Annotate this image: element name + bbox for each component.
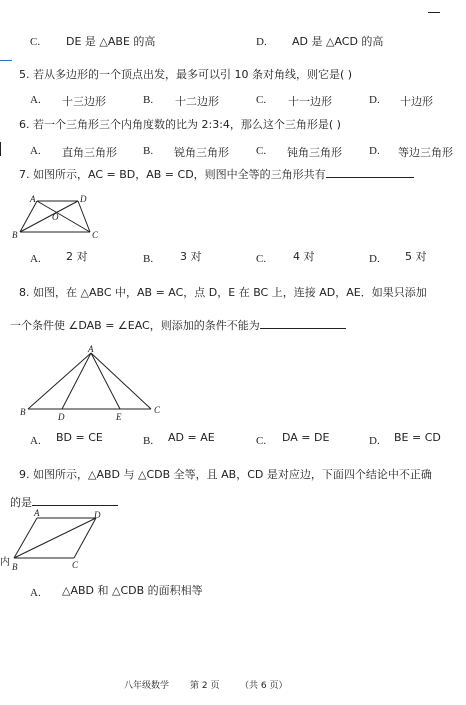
q8-label-e: E [116, 412, 122, 422]
q7-diagram [10, 192, 110, 242]
q5-option-b-text: 十二边形 [175, 95, 219, 108]
q7-option-c-text: 4 对 [293, 250, 315, 263]
footer-page: 第 2 页 [190, 681, 220, 691]
answer-blank [326, 167, 414, 178]
q6-option-b-letter: B. [143, 145, 154, 157]
top-rule [428, 12, 440, 13]
q6-option-b-text: 锐角三角形 [174, 146, 229, 159]
footer-total: （共 6 页） [240, 681, 288, 691]
q9-option-a-text: △ABD 和 △CDB 的面积相等 [62, 584, 203, 597]
q5-option-d-letter: D. [369, 94, 380, 106]
q9-diagram [8, 506, 118, 572]
q8-option-b-text: AD = AE [168, 431, 215, 444]
q8-label-c: C [154, 405, 161, 415]
q8-option-d-text: BE = CD [394, 431, 441, 444]
question-7-text [19, 166, 414, 182]
q6-option-d-letter: D. [369, 145, 380, 157]
question-8-stem: 一个条件使 ∠DAB = ∠EAC，则添加的条件不能为 [10, 319, 260, 332]
question-8-line2 [10, 317, 346, 333]
q8-segment-ac [91, 353, 151, 409]
q8-diagram [16, 345, 166, 425]
question-8-line1: 8. 如图，在 △ABC 中，AB = AC，点 D，E 在 BC 上，连接 AD，AE．如果只添加 [19, 286, 427, 299]
q8-label-a: A [88, 345, 94, 354]
q7-option-b-letter: B. [143, 253, 154, 265]
footer-subject: 八年级数学 [124, 681, 170, 691]
q7-label-d: D [80, 194, 87, 204]
q8-option-b-letter: B. [143, 435, 154, 447]
question-7-stem: 7. 如图所示，AC = BD，AB = CD，则图中全等的三角形共有 [19, 168, 326, 181]
q9-label-d: D [94, 510, 101, 520]
q4-option-d-text: AD 是 △ACD 的高 [292, 35, 384, 48]
q8-segment-ae [91, 353, 120, 409]
q8-option-a-text: BD = CE [56, 431, 103, 444]
q8-segment-ad [62, 353, 91, 409]
q7-option-d-text: 5 对 [405, 250, 427, 263]
q8-option-a-letter: A. [30, 435, 41, 447]
question-5-text: 5. 若从多边形的一个顶点出发，最多可以引 10 条对角线，则它是( ) [19, 68, 353, 81]
q6-option-c-letter: C. [256, 145, 267, 157]
q5-option-b-letter: B. [143, 94, 154, 106]
margin-bracket [0, 142, 4, 156]
margin-mark [0, 60, 12, 61]
q7-label-a: A [30, 194, 36, 204]
answer-blank [260, 318, 346, 329]
q4-option-d-letter: D. [256, 36, 267, 48]
q5-option-a-letter: A. [30, 94, 41, 106]
q8-segment-ab [28, 353, 91, 409]
q4-option-c-text: DE 是 △ABE 的高 [66, 35, 156, 48]
q9-segment-dc [74, 518, 96, 558]
q9-option-a-letter: A. [30, 587, 41, 599]
q7-label-b: B [12, 230, 18, 240]
q8-option-d-letter: D. [369, 435, 380, 447]
question-9-line1: 9. 如图所示，△ABD 与 △CDB 全等，且 AB，CD 是对应边，下面四个结论中不正确 [19, 468, 432, 481]
q5-option-d-text: 十边形 [400, 95, 433, 108]
q6-option-d-text: 等边三角形 [398, 146, 453, 159]
q9-label-c: C [72, 560, 79, 570]
q7-segment-dc [78, 201, 90, 232]
q7-option-c-letter: C. [256, 253, 267, 265]
q6-option-a-text: 直角三角形 [62, 146, 117, 159]
q5-option-c-text: 十一边形 [288, 95, 332, 108]
q8-option-c-letter: C. [256, 435, 267, 447]
q4-option-c-letter: C. [30, 36, 41, 48]
q5-option-c-letter: C. [256, 94, 267, 106]
q5-option-a-text: 十三边形 [62, 95, 106, 108]
q7-option-a-letter: A. [30, 253, 41, 265]
q8-option-c-text: DA = DE [282, 431, 330, 444]
q8-label-d: D [58, 412, 65, 422]
q7-option-a-text: 2 对 [66, 250, 88, 263]
q8-label-b: B [20, 407, 26, 417]
q6-option-a-letter: A. [30, 145, 41, 157]
q6-option-c-text: 钝角三角形 [287, 146, 342, 159]
q9-label-a: A [34, 508, 40, 518]
q9-label-b: B [12, 562, 18, 572]
q7-label-o: O [52, 212, 59, 222]
q7-option-b-text: 3 对 [180, 250, 202, 263]
q7-label-c: C [92, 230, 99, 240]
q9-segment-bd [14, 518, 96, 558]
q7-option-d-letter: D. [369, 253, 380, 265]
question-6-text: 6. 若一个三角形三个内角度数的比为 2:3:4，那么这个三角形是( ) [19, 118, 341, 131]
margin-char: 内 [0, 557, 10, 568]
question-9-stem: 的是 [10, 496, 32, 509]
q7-segment-ac [37, 201, 90, 232]
answer-blank [32, 495, 118, 506]
